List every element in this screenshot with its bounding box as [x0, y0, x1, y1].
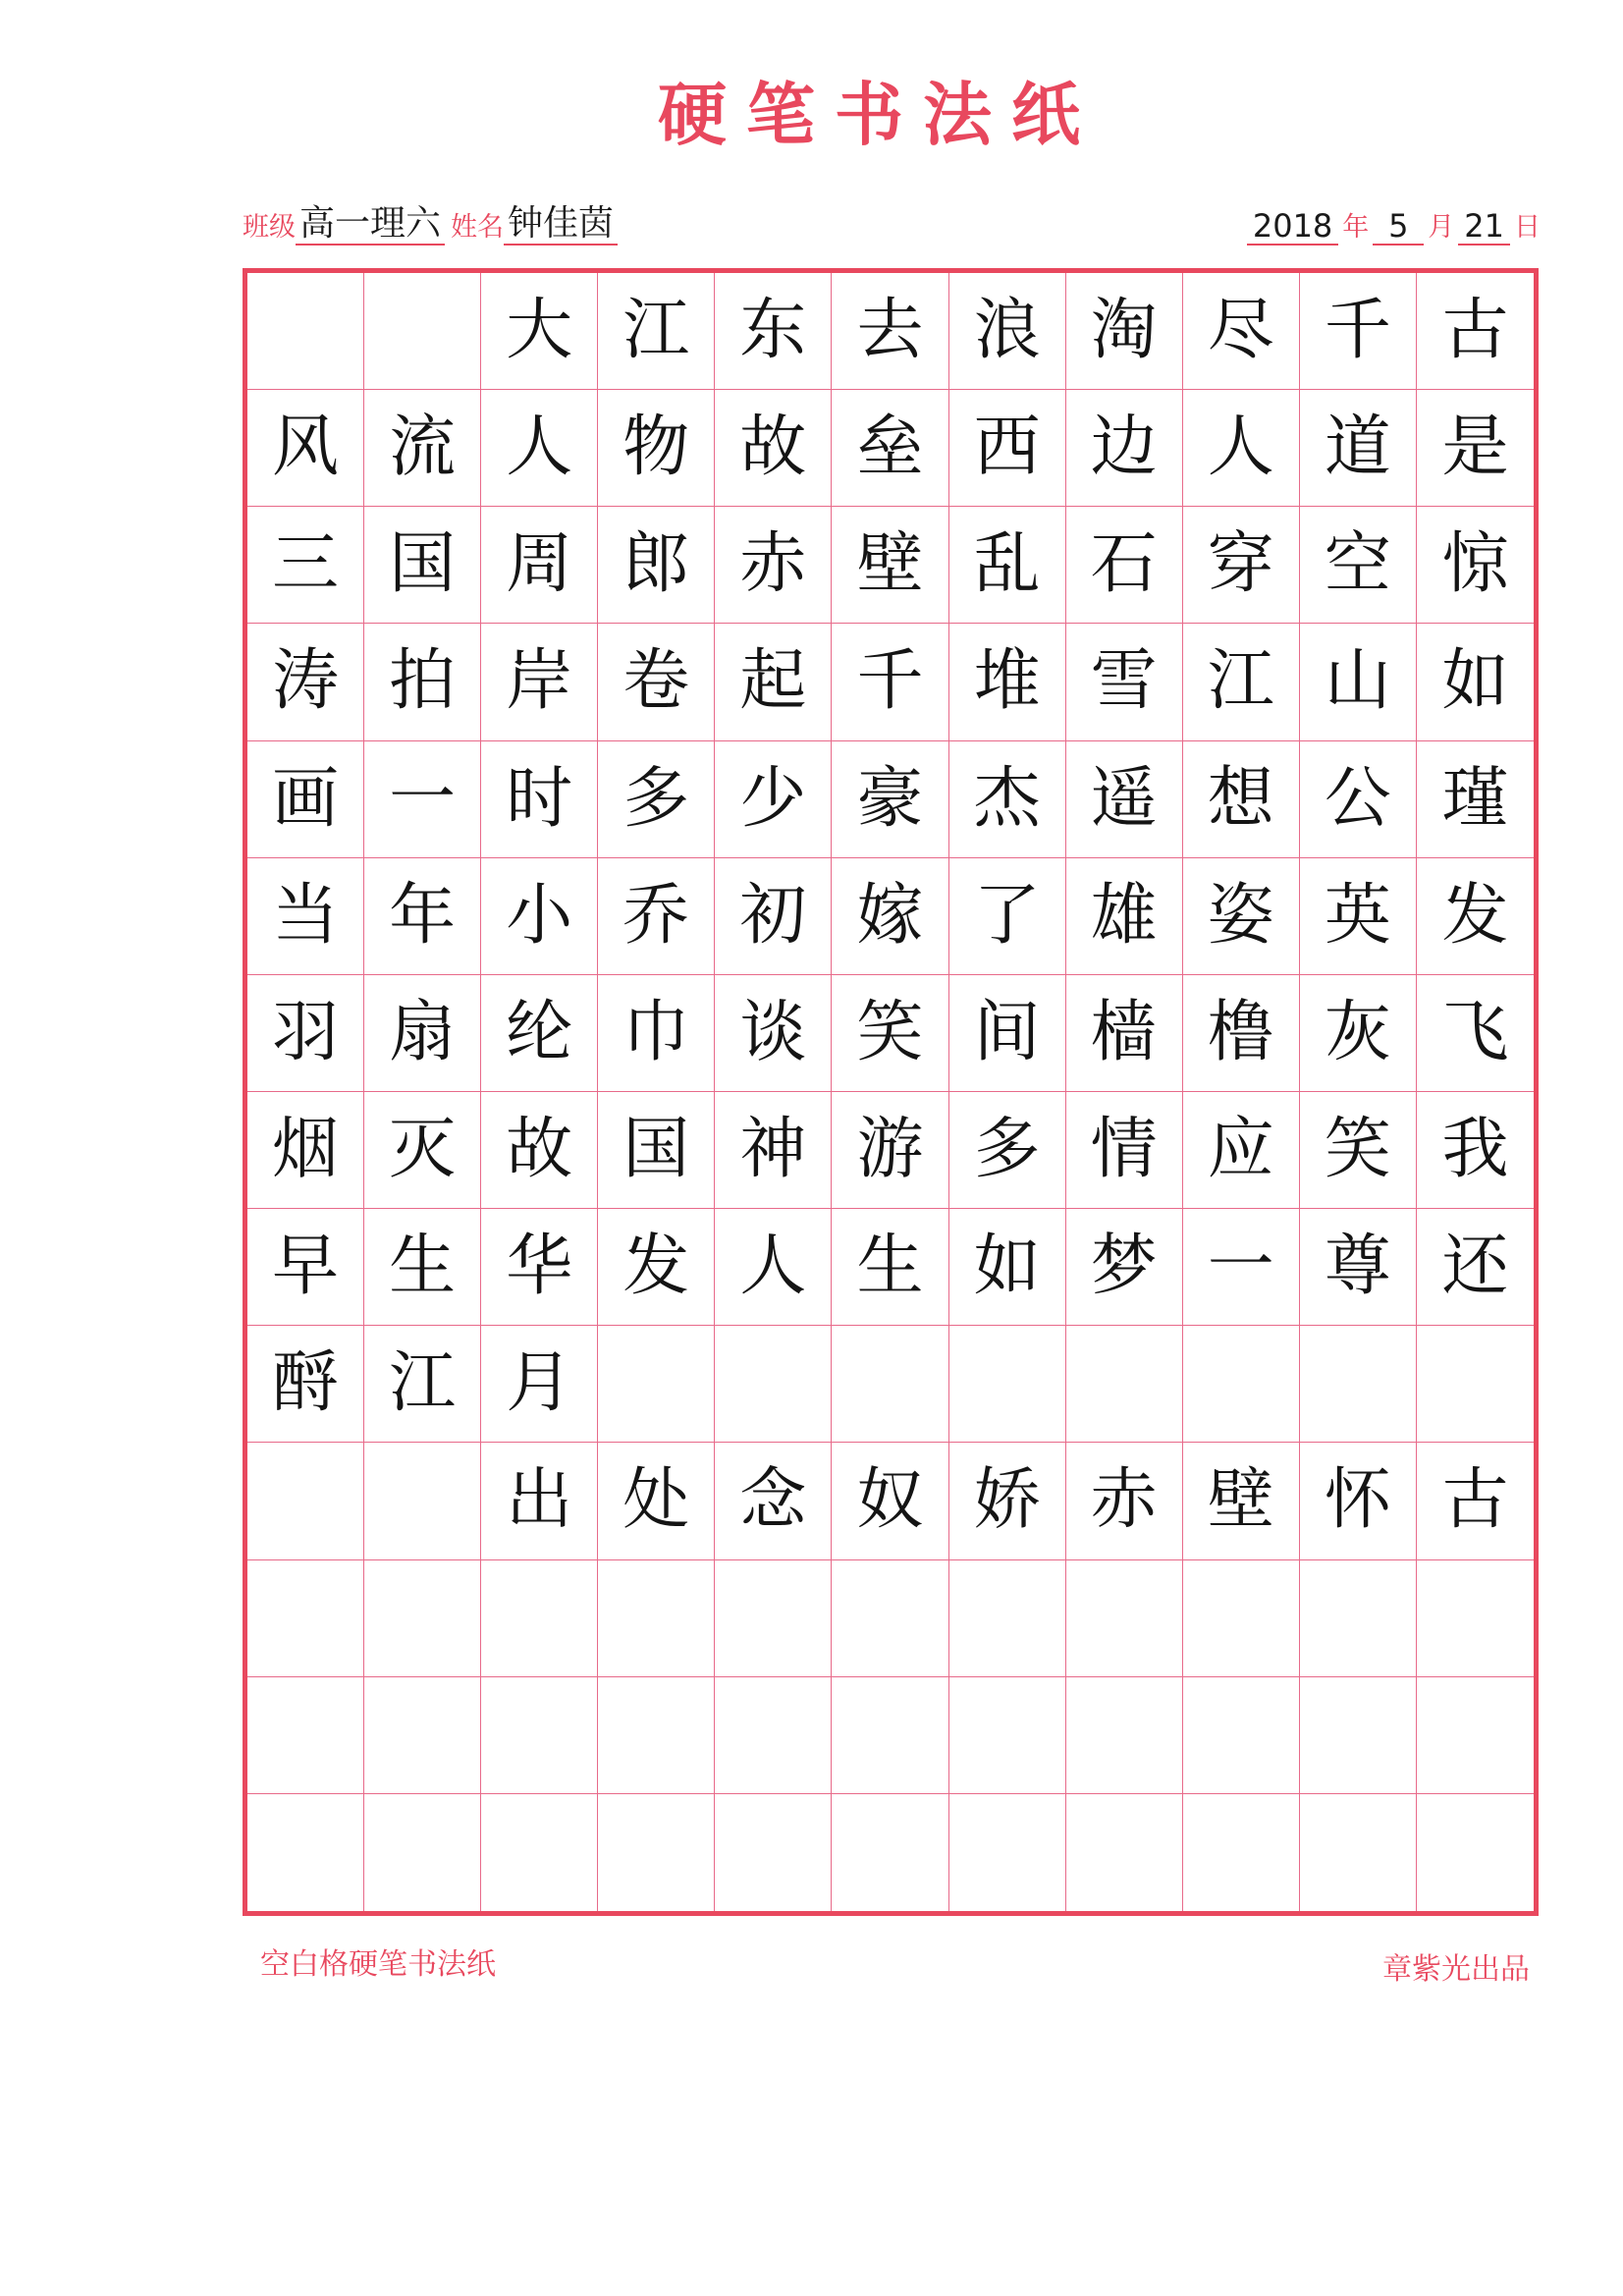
grid-cell: 嫁: [832, 858, 948, 975]
grid-cell: [832, 1560, 948, 1677]
grid-cell: [364, 1794, 481, 1911]
grid-cell: 笑: [832, 975, 948, 1092]
grid-cell: 巾: [598, 975, 715, 1092]
grid-cell: 还: [1417, 1209, 1534, 1326]
grid-cell: [1066, 1560, 1183, 1677]
class-label: 班级: [243, 212, 296, 243]
grid-cell: 郎: [598, 507, 715, 624]
grid-cell: [1417, 1560, 1534, 1677]
grid-cell: 羽: [247, 975, 364, 1092]
grid-cell: 梦: [1066, 1209, 1183, 1326]
grid-cell: 灭: [364, 1092, 481, 1209]
grid-cell: [598, 1560, 715, 1677]
page-title: 硬笔书法纸: [658, 74, 1100, 155]
grid-cell: [481, 1677, 598, 1794]
grid-cell: 生: [832, 1209, 948, 1326]
grid-cell: 小: [481, 858, 598, 975]
grid-cell: 乱: [949, 507, 1066, 624]
grid-cell: 卷: [598, 624, 715, 740]
grid-cell: 江: [1183, 624, 1300, 740]
class-value: 高一理六: [296, 206, 445, 246]
grid-cell: 古: [1417, 1443, 1534, 1559]
grid-cell: 一: [364, 741, 481, 858]
grid-cell: 垒: [832, 390, 948, 507]
grid-cell: 故: [715, 390, 832, 507]
grid-cell: 千: [1300, 273, 1417, 390]
grid-cell: 是: [1417, 390, 1534, 507]
grid-cell: 淘: [1066, 273, 1183, 390]
year-label: 年: [1342, 212, 1370, 243]
grid-cell: 惊: [1417, 507, 1534, 624]
grid-cell: 遥: [1066, 741, 1183, 858]
grid-cell: 尊: [1300, 1209, 1417, 1326]
grid-cell: 乔: [598, 858, 715, 975]
grid-cell: [598, 1326, 715, 1443]
grid-cell: 空: [1300, 507, 1417, 624]
date-info: [1247, 196, 1544, 246]
grid-cell: [247, 273, 364, 390]
grid-cell: 尽: [1183, 273, 1300, 390]
grid-cell: 一: [1183, 1209, 1300, 1326]
grid-cell: [364, 1443, 481, 1559]
grid-cell: [1300, 1677, 1417, 1794]
grid-cell: 故: [481, 1092, 598, 1209]
grid-cell: [247, 1677, 364, 1794]
grid-cell: 游: [832, 1092, 948, 1209]
grid-cell: 边: [1066, 390, 1183, 507]
grid-cell: [364, 273, 481, 390]
grid-cell: 笑: [1300, 1092, 1417, 1209]
grid-cell: 想: [1183, 741, 1300, 858]
grid-cell: [1417, 1677, 1534, 1794]
grid-cell: [715, 1326, 832, 1443]
grid-cell: 出: [481, 1443, 598, 1559]
date-year: 2018: [1247, 210, 1338, 246]
grid-cell: 穿: [1183, 507, 1300, 624]
grid-cell: 人: [1183, 390, 1300, 507]
grid-cell: 飞: [1417, 975, 1534, 1092]
grid-cell: [247, 1794, 364, 1911]
grid-cell: 时: [481, 741, 598, 858]
grid-cell: 赤: [1066, 1443, 1183, 1559]
grid-cell: 姿: [1183, 858, 1300, 975]
grid-cell: [715, 1794, 832, 1911]
grid-cell: 山: [1300, 624, 1417, 740]
grid-cell: 国: [364, 507, 481, 624]
grid-cell: 赤: [715, 507, 832, 624]
grid-cell: 人: [481, 390, 598, 507]
grid-cell: 早: [247, 1209, 364, 1326]
grid-cell: [832, 1326, 948, 1443]
grid-cell: 瑾: [1417, 741, 1534, 858]
grid-cell: 发: [598, 1209, 715, 1326]
grid-cell: [1300, 1794, 1417, 1911]
grid-cell: [1183, 1560, 1300, 1677]
grid-cell: 扇: [364, 975, 481, 1092]
grid-cell: 少: [715, 741, 832, 858]
grid-cell: 流: [364, 390, 481, 507]
grid-cell: 雄: [1066, 858, 1183, 975]
grid-cell: [949, 1677, 1066, 1794]
grid-cell: 了: [949, 858, 1066, 975]
grid-cell: 人: [715, 1209, 832, 1326]
grid-cell: 奴: [832, 1443, 948, 1559]
grid-cell: 雪: [1066, 624, 1183, 740]
grid-cell: [1066, 1326, 1183, 1443]
grid-cell: [1183, 1326, 1300, 1443]
date-month: 5: [1373, 210, 1424, 246]
grid-cell: 当: [247, 858, 364, 975]
grid-cell: 烟: [247, 1092, 364, 1209]
grid-cell: 如: [1417, 624, 1534, 740]
grid-cell: 谈: [715, 975, 832, 1092]
grid-cell: 酹: [247, 1326, 364, 1443]
footer-right-text: 章紫光出品: [1382, 1952, 1530, 1987]
grid-cell: [832, 1677, 948, 1794]
grid-cell: [1066, 1794, 1183, 1911]
grid-cell: 东: [715, 273, 832, 390]
grid-cell: 石: [1066, 507, 1183, 624]
grid-cell: 年: [364, 858, 481, 975]
grid-cell: 江: [364, 1326, 481, 1443]
grid-cell: 古: [1417, 273, 1534, 390]
grid-cell: 西: [949, 390, 1066, 507]
grid-cell: 情: [1066, 1092, 1183, 1209]
grid-cell: 我: [1417, 1092, 1534, 1209]
grid-cell: 壁: [832, 507, 948, 624]
grid-cell: 三: [247, 507, 364, 624]
grid-cell: 豪: [832, 741, 948, 858]
student-info: [243, 196, 618, 246]
grid-cell: 生: [364, 1209, 481, 1326]
grid-cell: [1183, 1677, 1300, 1794]
grid-cell: [481, 1560, 598, 1677]
grid-cell: 灰: [1300, 975, 1417, 1092]
grid-cell: 月: [481, 1326, 598, 1443]
grid-cell: 念: [715, 1443, 832, 1559]
grid-cell: [1417, 1326, 1534, 1443]
grid-cell: 华: [481, 1209, 598, 1326]
grid-cell: 周: [481, 507, 598, 624]
grid-cell: [715, 1560, 832, 1677]
grid-cell: 国: [598, 1092, 715, 1209]
grid-cell: 英: [1300, 858, 1417, 975]
grid-cell: 风: [247, 390, 364, 507]
grid-cell: 大: [481, 273, 598, 390]
day-label: 日: [1514, 212, 1541, 243]
grid-cell: 壁: [1183, 1443, 1300, 1559]
grid-cell: [1417, 1794, 1534, 1911]
grid-cell: [1066, 1677, 1183, 1794]
grid-cell: 神: [715, 1092, 832, 1209]
grid-cell: 涛: [247, 624, 364, 740]
grid-cell: 多: [949, 1092, 1066, 1209]
writing-grid: [243, 268, 1539, 1916]
grid-cell: 应: [1183, 1092, 1300, 1209]
date-day: 21: [1458, 210, 1510, 246]
grid-cell: [949, 1794, 1066, 1911]
grid-cell: [247, 1560, 364, 1677]
grid-cell: [1300, 1560, 1417, 1677]
grid-cell: [949, 1326, 1066, 1443]
grid-cell: 画: [247, 741, 364, 858]
grid-cell: [247, 1443, 364, 1559]
footer-left-text: 空白格硬笔书法纸: [260, 1947, 496, 1982]
grid-cell: 江: [598, 273, 715, 390]
grid-cell: 公: [1300, 741, 1417, 858]
grid-cell: [1300, 1326, 1417, 1443]
grid-cell: [1183, 1794, 1300, 1911]
grid-cell: 处: [598, 1443, 715, 1559]
grid-cell: [715, 1677, 832, 1794]
grid-cell: 道: [1300, 390, 1417, 507]
grid-cell: 起: [715, 624, 832, 740]
grid-cell: 千: [832, 624, 948, 740]
grid-cell: 纶: [481, 975, 598, 1092]
grid-cell: [598, 1794, 715, 1911]
grid-cell: 物: [598, 390, 715, 507]
grid-cell: 去: [832, 273, 948, 390]
grid-cell: [598, 1677, 715, 1794]
grid-cell: 樯: [1066, 975, 1183, 1092]
grid-cell: 多: [598, 741, 715, 858]
grid-cell: [949, 1560, 1066, 1677]
grid-cell: 浪: [949, 273, 1066, 390]
name-label: 姓名: [451, 212, 505, 243]
grid-cell: 杰: [949, 741, 1066, 858]
grid-cell: 堆: [949, 624, 1066, 740]
grid-cell: 间: [949, 975, 1066, 1092]
grid-cell: [364, 1560, 481, 1677]
grid-cell: 怀: [1300, 1443, 1417, 1559]
grid-cell: 初: [715, 858, 832, 975]
grid-cell: 拍: [364, 624, 481, 740]
grid-cell: [832, 1794, 948, 1911]
grid-cell: [364, 1677, 481, 1794]
grid-cell: 发: [1417, 858, 1534, 975]
name-value: 钟佳茵: [504, 206, 618, 246]
month-label: 月: [1428, 212, 1455, 243]
grid-cell: 橹: [1183, 975, 1300, 1092]
grid-cell: 如: [949, 1209, 1066, 1326]
grid-cell: [481, 1794, 598, 1911]
grid-cell: 娇: [949, 1443, 1066, 1559]
grid-cell: 岸: [481, 624, 598, 740]
